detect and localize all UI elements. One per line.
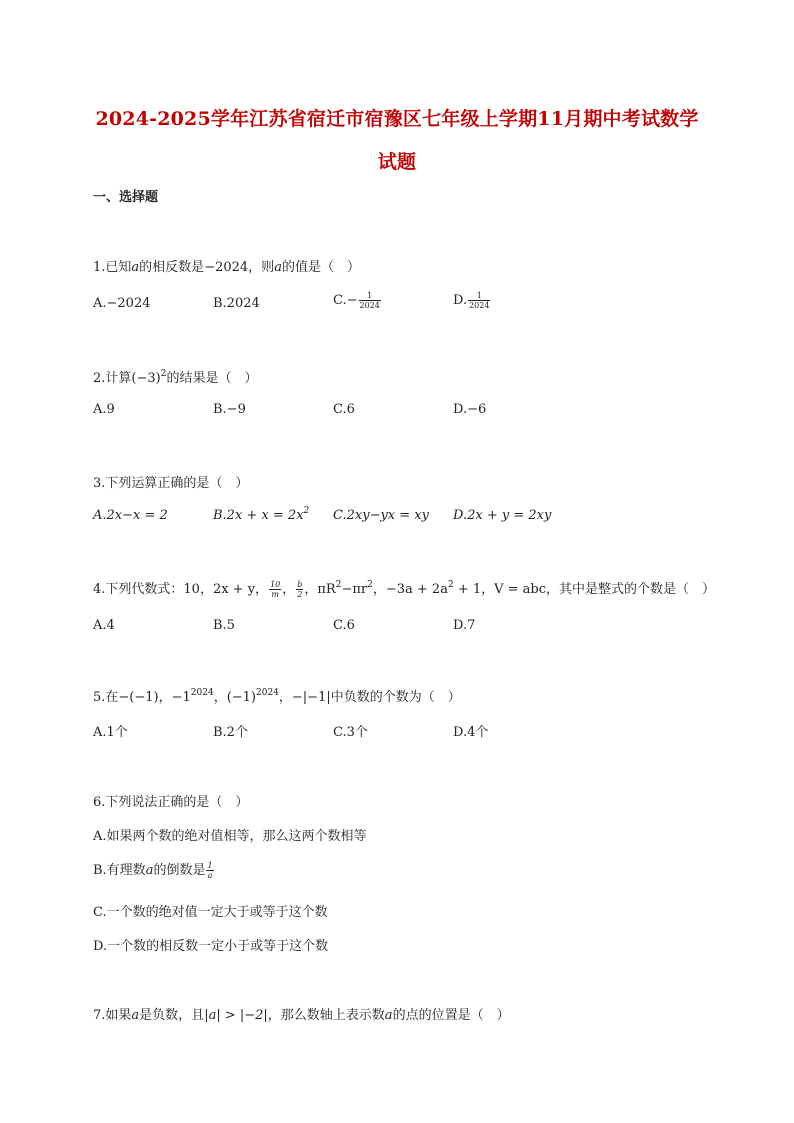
q4-fraction-1 [269,580,281,599]
q5-mid: ，(−1) [213,690,256,705]
q5-option-a: A.1个 [93,725,128,740]
question-2-stem [93,367,257,386]
q1-option-d-prefix: D. [453,293,468,308]
q1-option-c-fraction [359,291,381,310]
q7-mid: 是负数，且 [139,1008,205,1023]
fraction-numerator: 1 [207,861,213,870]
q2-base: (−3) [131,371,161,386]
question-7-stem [93,1004,510,1023]
q1-option-d-fraction [468,291,490,310]
q5-exponent-1: 2024 [190,688,214,698]
question-6-stem: 6.下列说法正确的是（ ） [93,795,249,810]
q4-option-b: B.5 [213,618,235,633]
q3-option-b [213,508,309,523]
fraction-numerator: b [297,580,303,589]
q4-part3-b: −πr [341,582,368,597]
q1-end: 的值是（ ） [281,260,360,275]
q2-prefix: 2.计算 [93,371,132,386]
q4-part4-a: ，−3a + 2a [372,582,448,597]
q4-part4-b: + 1，V = abc，其中是整式的个数是（ ） [453,582,716,597]
q7-mid2: ，那么数轴上表示数 [267,1008,385,1023]
q7-var-a2: a [384,1008,393,1023]
q4-part3-exp2: 2 [367,580,373,590]
q2-option-a: A.9 [93,402,115,417]
fraction-numerator: 1 [468,291,490,301]
q5-exponent-2: 2024 [256,688,279,698]
q3-option-b-main: B.2x + x = 2x [213,508,304,523]
q2-option-d: D.−6 [453,402,487,417]
q2-exponent: 2 [160,369,167,379]
fraction-numerator: 10 [270,580,281,589]
q1-option-c [333,291,382,310]
q4-option-a: A.4 [93,618,115,633]
q4-part3-a: ，πR [304,582,336,597]
q3-option-d: D.2x + y = 2xy [453,508,552,523]
q5-end: ，−|−1|中负数的个数为（ ） [278,690,461,705]
q3-option-c: C.2xy−yx = xy [333,508,429,523]
q4-sep1: ， [282,582,296,597]
document-title-line2: 试题 [377,151,417,173]
q6-option-b [93,859,215,880]
q6-option-b-prefix: B.有理数 [93,863,146,878]
q4-part3-exp1: 2 [335,580,342,590]
q6-option-b-fraction [206,861,213,880]
question-5-stem [93,686,461,705]
q3-option-a: A.2x−x = 2 [93,508,168,523]
q5-prefix: 5.在−(−1)，−1 [93,690,191,705]
section-heading: 一、选择题 [93,190,159,205]
q1-var-a2: a [274,260,282,275]
question-3-stem: 3.下列运算正确的是（ ） [93,476,249,491]
q1-prefix: 1.已知 [93,260,132,275]
q6-option-b-var: a [145,863,154,878]
q1-var-a: a [131,260,140,275]
fraction-denominator: 2024 [469,301,490,310]
question-4-stem [93,578,715,599]
q6-option-a: A.如果两个数的绝对值相等，那么这两个数相等 [93,829,367,844]
fraction-denominator: 2 [297,590,303,599]
q1-option-a: A.−2024 [93,296,151,311]
q1-value: −2024 [204,260,249,275]
q1-option-c-prefix: C.− [333,293,358,308]
q7-var-a: a [131,1008,140,1023]
fraction-numerator: 1 [359,291,381,301]
q2-option-c: C.6 [333,402,355,417]
q4-option-c: C.6 [333,618,355,633]
fraction-denominator: m [271,590,279,599]
q5-option-b: B.2个 [213,725,248,740]
q1-mid: 的相反数是 [139,260,205,275]
q6-option-c: C.一个数的绝对值一定大于或等于这个数 [93,905,328,920]
q3-option-b-exponent: 2 [303,506,310,516]
q2-end: 的结果是（ ） [166,371,258,386]
document-title-line1: 2024-2025学年江苏省宿迁市宿豫区七年级上学期11月期中考试数学 [95,108,699,130]
q7-end: 的点的位置是（ ） [392,1008,510,1023]
q6-option-d: D.一个数的相反数一定小于或等于这个数 [93,939,329,954]
q4-prefix: 4.下列代数式：10，2x + y， [93,582,269,597]
q4-part4-exp: 2 [447,580,454,590]
q1-mid2: ，则 [248,260,275,275]
q7-abs-expression: |a| > |−2| [204,1008,268,1023]
q6-option-b-mid: 的倒数是 [153,863,206,878]
fraction-denominator: 2024 [359,301,380,310]
q4-fraction-2 [296,580,303,599]
q2-option-b: B.−9 [213,402,246,417]
q1-option-d [453,291,491,310]
q1-option-b: B.2024 [213,296,260,311]
q7-prefix: 7.如果 [93,1008,132,1023]
q4-option-d: D.7 [453,618,476,633]
q5-option-d: D.4个 [453,725,489,740]
question-1-stem [93,256,360,275]
q5-option-c: C.3个 [333,725,368,740]
fraction-denominator: a [207,871,213,880]
